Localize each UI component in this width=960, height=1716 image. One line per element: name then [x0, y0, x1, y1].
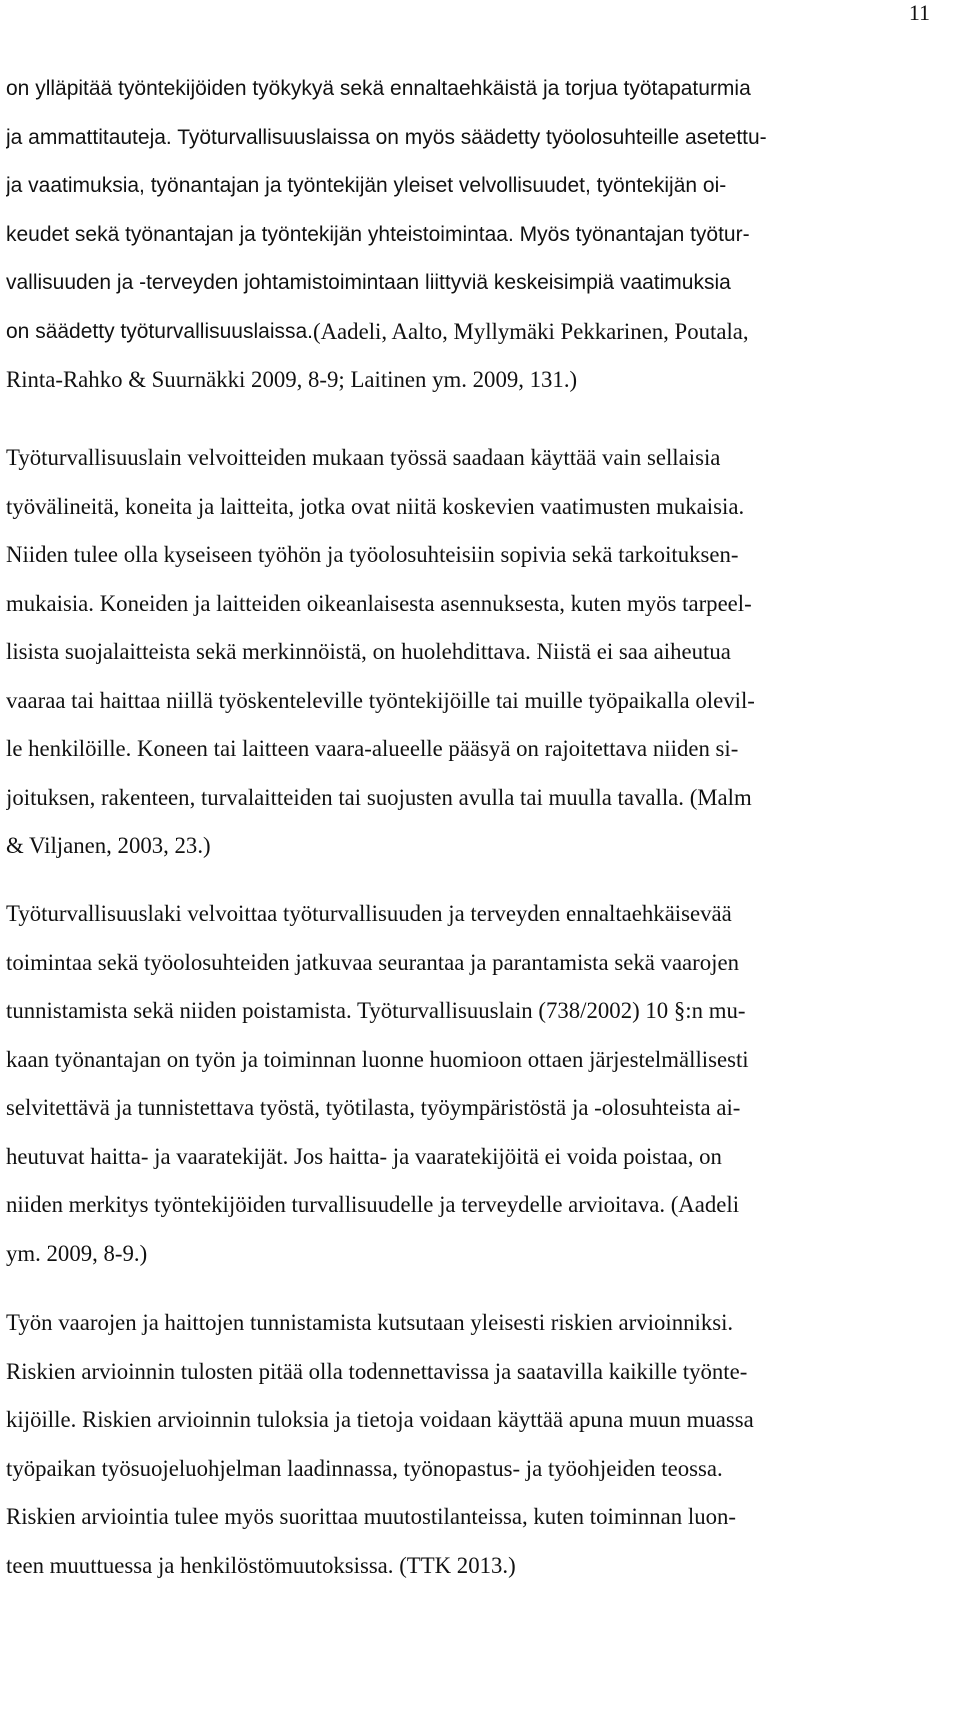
paragraph-1: [6, 65, 948, 405]
text-line: heutuvat haitta- ja vaaratekijät. Jos haitta- ja vaaratekijöitä ei voida poistaa, on: [6, 1143, 722, 1169]
text-line: vaaraa tai haittaa niillä työskenteleville työntekijöille tai muille työpaikalla olevil-: [6, 687, 755, 713]
citation-segment: (Aadeli, Aalto, Myllymäki Pekkarinen, Poutala,: [313, 318, 749, 344]
text-line: Riskien arvioinnin tulosten pitää olla todennettavissa ja saatavilla kaikille työnte-: [6, 1358, 748, 1384]
text-line: ym. 2009, 8-9.): [6, 1240, 148, 1266]
text-line: & Viljanen, 2003, 23.): [6, 833, 211, 859]
text-line: on ylläpitää työntekijöiden työkykyä sekä ennaltaehkäistä ja torjua työtapaturmia: [6, 77, 751, 101]
text-segment: on säädetty työturvallisuuslaissa.: [6, 319, 313, 343]
text-line: selvitettävä ja tunnistettava työstä, työtilasta, työympäristöstä ja -olosuhteista ai-: [6, 1095, 741, 1121]
text-line: lisista suojalaitteista sekä merkinnöistä, on huolehdittava. Niistä ei saa aiheutua: [6, 639, 731, 665]
text-line: kaan työnantajan on työn ja toiminnan luonne huomioon ottaen järjestelmällisesti: [6, 1046, 749, 1072]
text-line: Työturvallisuuslaki velvoittaa työturvallisuuden ja terveyden ennaltaehkäisevää: [6, 901, 732, 927]
text-line: mukaisia. Koneiden ja laitteiden oikeanlaisesta asennuksesta, kuten myös tarpeel-: [6, 590, 752, 616]
text-line: kijöille. Riskien arvioinnin tuloksia ja tietoja voidaan käyttää apuna muun muassa: [6, 1407, 754, 1433]
text-line: ja ammattitauteja. Työturvallisuuslaissa on myös säädetty työolosuhteille asetettu-: [6, 125, 767, 149]
text-line: Työn vaarojen ja haittojen tunnistamista kutsutaan yleisesti riskien arvioinniksi.: [6, 1310, 734, 1336]
text-line: teen muuttuessa ja henkilöstömuutoksissa. (TTK 2013.): [6, 1552, 516, 1578]
text-line: Rinta-Rahko & Suurnäkki 2009, 8-9; Laitinen ym. 2009, 131.): [6, 367, 578, 393]
text-line-mixed: [6, 308, 948, 357]
text-line: työvälineitä, koneita ja laitteita, jotka ovat niitä koskevien vaatimusten mukaisia.: [6, 493, 745, 519]
text-line: ja vaatimuksia, työnantajan ja työntekijän yleiset velvollisuudet, työntekijän oi-: [6, 174, 727, 198]
text-line: le henkilöille. Koneen tai laitteen vaara-alueelle pääsyä on rajoitettava niiden si-: [6, 736, 739, 762]
text-line: niiden merkitys työntekijöiden turvallisuudelle ja terveydelle arvioitava. (Aadeli: [6, 1192, 740, 1218]
text-line: vallisuuden ja -terveyden johtamistoimintaan liittyviä keskeisimpiä vaatimuksia: [6, 271, 731, 295]
text-line: toimintaa sekä työolosuhteiden jatkuvaa seurantaa ja parantamista sekä vaarojen: [6, 949, 740, 975]
paragraph-4: [6, 1299, 948, 1590]
text-line: Riskien arviointia tulee myös suorittaa muutostilanteissa, kuten toiminnan luon-: [6, 1504, 737, 1530]
text-line: keudet sekä työnantajan ja työntekijän yhteistoimintaa. Myös työnantajan työtur-: [6, 222, 750, 246]
page-number: 11: [908, 0, 930, 25]
text-line: työpaikan työsuojeluohjelman laadinnassa, työnopastus- ja työohjeiden teossa.: [6, 1455, 723, 1481]
text-line: Työturvallisuuslain velvoitteiden mukaan työssä saadaan käyttää vain sellaisia: [6, 445, 721, 471]
paragraph-2: [6, 434, 948, 871]
text-line: joituksen, rakenteen, turvalaitteiden tai suojusten avulla tai muulla tavalla. (Malm: [6, 784, 752, 810]
text-line: Niiden tulee olla kyseiseen työhön ja työolosuhteisiin sopivia sekä tarkoituksen-: [6, 542, 739, 568]
text-line: tunnistamista sekä niiden poistamista. Työturvallisuuslain (738/2002) 10 §:n mu-: [6, 998, 746, 1024]
paragraph-3: [6, 890, 948, 1278]
